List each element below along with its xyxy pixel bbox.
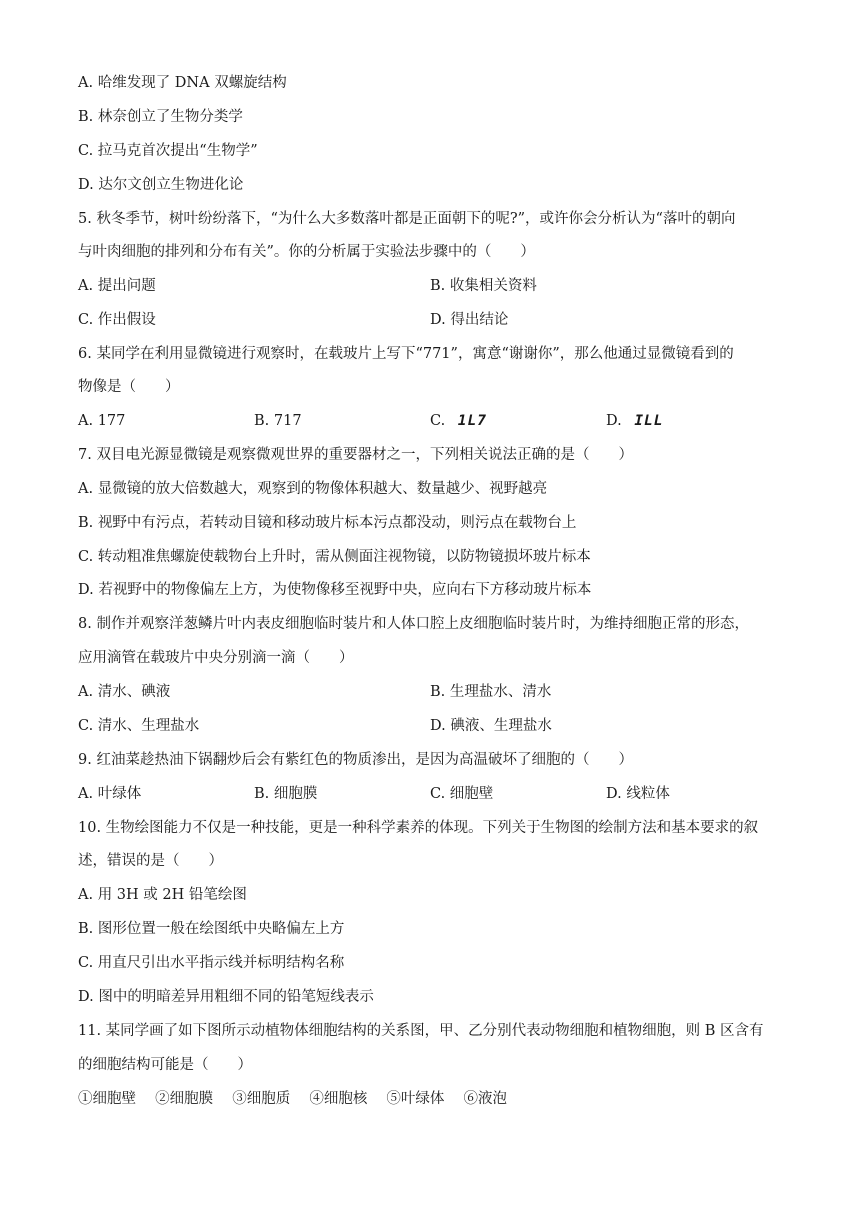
- q6-option-c-label: C.: [430, 413, 446, 429]
- q6-option-a: A. 177: [78, 413, 126, 429]
- q7-option-c: C. 转动粗准焦螺旋使载物台上升时，需从侧面注视物镜，以防物镜损坏玻片标本: [78, 549, 591, 565]
- q4-option-a: A. 哈维发现了 DNA 双螺旋结构: [78, 75, 287, 91]
- q8-option-b: B. 生理盐水、清水: [430, 684, 552, 700]
- q6-option-d: [606, 411, 664, 431]
- q4-option-d: D. 达尔文创立生物进化论: [78, 177, 244, 193]
- q10-option-a: A. 用 3H 或 2H 铅笔绘图: [78, 887, 247, 903]
- q10-stem-line1: 10. 生物绘图能力不仅是一种技能，更是一种科学素养的体现。下列关于生物图的绘制方法和基本要求的叙: [78, 820, 759, 836]
- q5-stem-line1: 5. 秋冬季节，树叶纷纷落下，“为什么大多数落叶都是正面朝下的呢?”，或许你会分析认为“落叶的朝向: [78, 211, 736, 227]
- q6-option-b: B. 717: [254, 413, 302, 429]
- q6-stem-line1: 6. 某同学在利用显微镜进行观察时，在载玻片上写下“771”，寓意“谢谢你”，那么他通过显微镜看到的: [78, 346, 734, 362]
- q7-option-a: A. 显微镜的放大倍数越大，观察到的物像体积越大、数量越少、视野越亮: [78, 481, 548, 497]
- q9-option-c: C. 细胞壁: [430, 786, 494, 802]
- q8-stem-line1: 8. 制作并观察洋葱鳞片叶内表皮细胞临时装片和人体口腔上皮细胞临时装片时，为维持细胞正常的形态，: [78, 616, 749, 632]
- q8-option-d: D. 碘液、生理盐水: [430, 718, 552, 734]
- q5-option-c: C. 作出假设: [78, 312, 156, 328]
- q6-option-d-label: D.: [606, 413, 622, 429]
- q11-structure-list: ①细胞壁 ②细胞膜 ③细胞质 ④细胞核 ⑤叶绿体 ⑥液泡: [78, 1091, 508, 1107]
- q6-option-c: [430, 411, 487, 431]
- q9-stem: 9. 红油菜趁热油下锅翻炒后会有紫红色的物质渗出，是因为高温破坏了细胞的（ ）: [78, 752, 633, 768]
- q9-option-a: A. 叶绿体: [78, 786, 142, 802]
- q8-option-a: A. 清水、碘液: [78, 684, 171, 700]
- q5-option-d: D. 得出结论: [430, 312, 509, 328]
- q5-option-b: B. 收集相关资料: [430, 278, 537, 294]
- q6-option-c-handwritten: 1L7: [457, 413, 487, 429]
- q11-stem-line1: 11. 某同学画了如下图所示动植物体细胞结构的关系图，甲、乙分别代表动物细胞和植物细胞，则 B 区含有: [78, 1023, 764, 1039]
- q4-option-b: B. 林奈创立了生物分类学: [78, 109, 243, 125]
- q10-stem-line2: 述，错误的是（ ）: [78, 853, 223, 869]
- q7-option-b: B. 视野中有污点，若转动目镜和移动玻片标本污点都没动，则污点在载物台上: [78, 515, 577, 531]
- q9-option-b: B. 细胞膜: [254, 786, 318, 802]
- q5-stem-line2: 与叶肉细胞的排列和分布有关”。你的分析属于实验法步骤中的（ ）: [78, 244, 535, 260]
- q4-option-c: C. 拉马克首次提出“生物学”: [78, 143, 258, 159]
- q7-stem: 7. 双目电光源显微镜是观察微观世界的重要器材之一，下列相关说法正确的是（ ）: [78, 447, 633, 463]
- q11-stem-line2: 的细胞结构可能是（ ）: [78, 1057, 252, 1073]
- q8-option-c: C. 清水、生理盐水: [78, 718, 200, 734]
- q10-option-b: B. 图形位置一般在绘图纸中央略偏左上方: [78, 921, 345, 937]
- q9-option-d: D. 线粒体: [606, 786, 670, 802]
- q7-option-d: D. 若视野中的物像偏左上方，为使物像移至视野中央，应向右下方移动玻片标本: [78, 582, 592, 598]
- q10-option-d: D. 图中的明暗差异用粗细不同的铅笔短线表示: [78, 989, 374, 1005]
- q6-stem-line2: 物像是（ ）: [78, 379, 180, 395]
- q6-option-d-handwritten: ILL: [634, 413, 664, 429]
- q10-option-c: C. 用直尺引出水平指示线并标明结构名称: [78, 955, 345, 971]
- q8-stem-line2: 应用滴管在载玻片中央分别滴一滴（ ）: [78, 650, 354, 666]
- q5-option-a: A. 提出问题: [78, 278, 156, 294]
